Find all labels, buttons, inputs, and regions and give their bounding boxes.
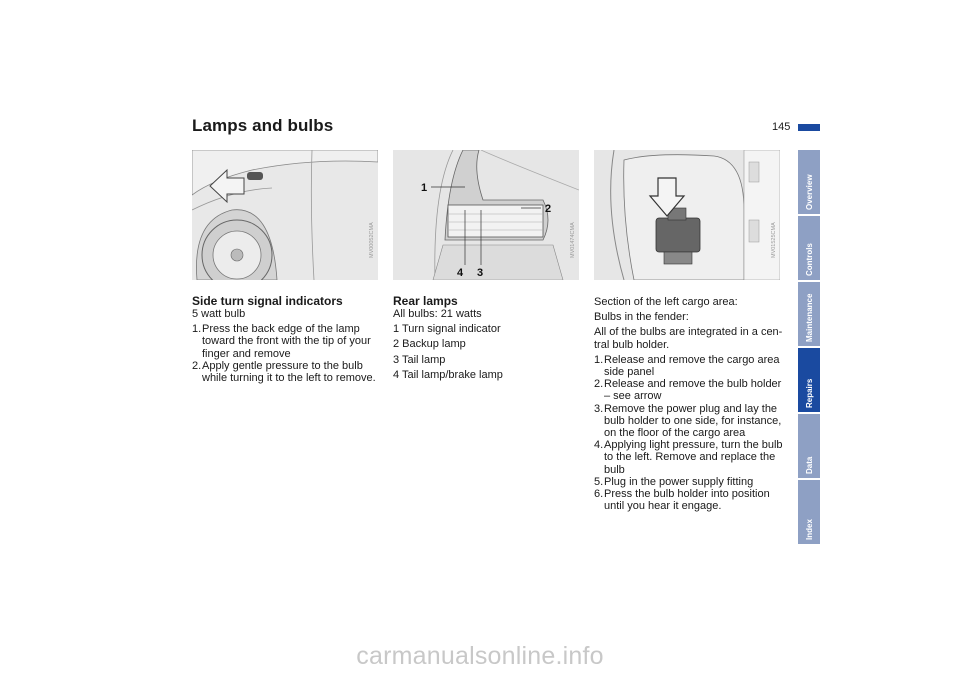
tab-controls[interactable]: Controls (798, 216, 820, 280)
chapter-tabs (798, 150, 820, 546)
page-title: Lamps and bulbs (192, 116, 334, 135)
cargo-bulb-holder-illustration (594, 150, 780, 280)
figure-code: MV01474CMA (570, 222, 576, 258)
page-accent-bar (798, 124, 820, 131)
list-item: 5. Plug in the power supply fitting (594, 475, 754, 488)
tab-index[interactable]: Index (798, 480, 820, 544)
paragraph: Section of the left cargo area: (594, 296, 738, 308)
paragraph: 5 watt bulb (192, 308, 246, 320)
list-item: 4 Tail lamp/brake lamp (393, 368, 503, 381)
paragraph: All of the bulbs are integrated in a cen-tral bulb holder. (594, 326, 783, 351)
figure-code: MV00052CMA (369, 222, 375, 258)
list-item: 2. Apply gentle pressure to the bulb while turning it to the left to remove. (192, 359, 376, 385)
list-item: 1 Turn signal indicator (393, 323, 501, 336)
list-item: 2. Release and remove the bulb holder – see arrow (594, 378, 782, 403)
figure-rear-lamps (393, 150, 579, 280)
section-heading: Rear lamps (393, 294, 458, 308)
figure-cargo-bulb-holder (594, 150, 780, 280)
callout-1: 1 (421, 182, 428, 194)
section-cargo-area (594, 296, 786, 512)
list-item: 4. Applying light pressure, turn the bulb to the left. Remove and replace the bulb (594, 439, 783, 476)
callout-2: 2 (545, 203, 552, 215)
section-rear-lamps (393, 295, 585, 384)
rear-lamps-illustration (393, 150, 579, 280)
list-item: 2 Backup lamp (393, 338, 466, 351)
figure-side-turn-signal (192, 150, 378, 280)
figure-code: MV01525CMA (771, 222, 777, 258)
tab-repairs[interactable]: Repairs (798, 348, 820, 412)
list-item: 1. Release and remove the cargo area side panel (594, 353, 780, 379)
callout-3: 3 (477, 267, 484, 279)
list-item: 3 Tail lamp (393, 353, 446, 366)
paragraph: Bulbs in the fender: (594, 311, 689, 324)
tab-maintenance[interactable]: Maintenance (798, 282, 820, 346)
callout-4: 4 (457, 267, 464, 279)
tab-data[interactable]: Data (798, 414, 820, 478)
watermark: carmanualsonline.info (356, 642, 604, 670)
list-item: 3. Remove the power plug and lay the bulb holder to one side, for instance, on the floor of the cargo area (594, 402, 782, 440)
page-number: 145 (772, 121, 791, 133)
section-side-turn-signal (192, 295, 384, 384)
tab-overview[interactable]: Overview (798, 150, 820, 214)
side-turn-signal-illustration (192, 150, 378, 280)
section-heading: Side turn signal indicators (192, 294, 343, 308)
list-item: 1. Press the back edge of the lamp toward the front with the tip of your finger and remove (192, 323, 371, 360)
list-item: 6. Press the bulb holder into position until you hear it engage. (594, 488, 770, 513)
paragraph: All bulbs: 21 watts (393, 308, 482, 320)
